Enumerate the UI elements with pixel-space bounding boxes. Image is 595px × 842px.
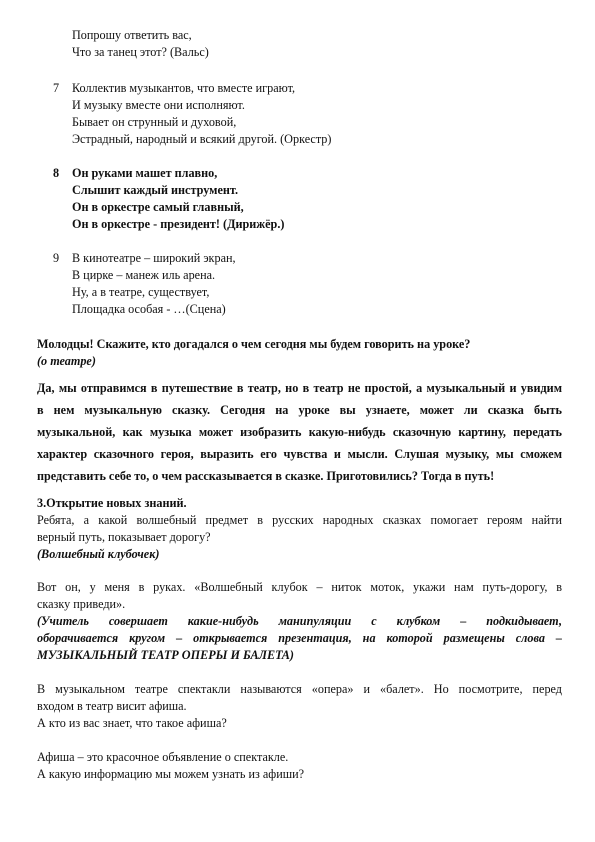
question-answer: (о театре): [37, 354, 96, 368]
riddle8-line-1: Он руками машет плавно,: [72, 166, 218, 180]
theatre-line-2: входом в театр висит афиша.: [37, 699, 187, 713]
intro-line-3: музыкальной, как музыка может изобразить какую-нибудь сказочную картину, передать: [37, 425, 562, 439]
ball-note-3: МУЗЫКАЛЬНЫЙ ТЕАТР ОПЕРЫ И БАЛЕТА): [37, 648, 294, 662]
riddle7-line-3: Бывает он струнный и духовой,: [72, 115, 237, 129]
intro-line-4: характер сказочного героя, выразить его чувства и мысли. Слушая музыку, мы сможем: [37, 447, 562, 461]
theatre-line-3: А кто из вас знает, что такое афиша?: [37, 716, 227, 730]
riddle9-line-2: В цирке – манеж иль арена.: [72, 268, 216, 282]
riddle7-line-2: И музыку вместе они исполняют.: [72, 98, 245, 112]
riddle9-line-4: Площадка особая - …(Сцена): [72, 302, 226, 316]
riddle7-line-1: Коллектив музыкантов, что вместе играют,: [72, 81, 296, 95]
intro-line-5: представить себе то, о чем рассказывается в сказке. Приготовились? Тогда в путь!: [37, 469, 495, 483]
riddle9-number: 9: [53, 251, 60, 265]
riddle8-line-3: Он в оркестре самый главный,: [72, 200, 244, 214]
ball-note-2: оборачивается кругом – открывается презентация, на которой размещены слова –: [37, 631, 562, 645]
poster-line-2: А какую информацию мы можем узнать из афиши?: [37, 767, 305, 781]
riddle9-line-3: Ну, а в театре, существует,: [72, 285, 210, 299]
intro-line-1: Да, мы отправимся в путешествие в театр, но в театр не простой, а музыкальный и увидим: [37, 381, 562, 395]
riddle7-number: 7: [53, 81, 60, 95]
ball-line-1: Вот он, у меня в руках. «Волшебный клубок – ниток моток, укажи нам путь-дорогу, в: [37, 580, 562, 594]
riddle6-line-2: Что за танец этот? (Вальс): [72, 45, 209, 59]
section3-line-1: Ребята, а какой волшебный предмет в русских народных сказках помогает героям найти: [37, 513, 562, 527]
section3-line-2: верный путь, показывает дорогу?: [37, 530, 211, 544]
riddle8-line-4: Он в оркестре - президент! (Дирижёр.): [72, 217, 285, 231]
ball-line-2: сказку приведи».: [37, 597, 126, 611]
section3-heading: 3.Открытие новых знаний.: [37, 496, 187, 510]
ball-note-1: (Учитель совершает какие-нибудь манипуляции с клубком – подкидывает,: [37, 614, 562, 628]
intro-line-2: в нем музыкальную сказку. Сегодня на уроке вы узнаете, может ли сказка быть: [37, 403, 562, 417]
riddle8-number: 8: [53, 166, 60, 180]
section3-answer: (Волшебный клубочек): [37, 547, 160, 561]
riddle8-line-2: Слышит каждый инструмент.: [72, 183, 239, 197]
riddle6-line-1: Попрошу ответить вас,: [72, 28, 192, 42]
theatre-line-1: В музыкальном театре спектакли называются «опера» и «балет». Но посмотрите, перед: [37, 682, 562, 696]
question-text: Молодцы! Скажите, кто догадался о чем сегодня мы будем говорить на уроке?: [37, 337, 471, 351]
riddle7-line-4: Эстрадный, народный и всякий другой. (Оркестр): [72, 132, 332, 146]
poster-line-1: Афиша – это красочное объявление о спектакле.: [37, 750, 289, 764]
riddle9-line-1: В кинотеатре – широкий экран,: [72, 251, 236, 265]
